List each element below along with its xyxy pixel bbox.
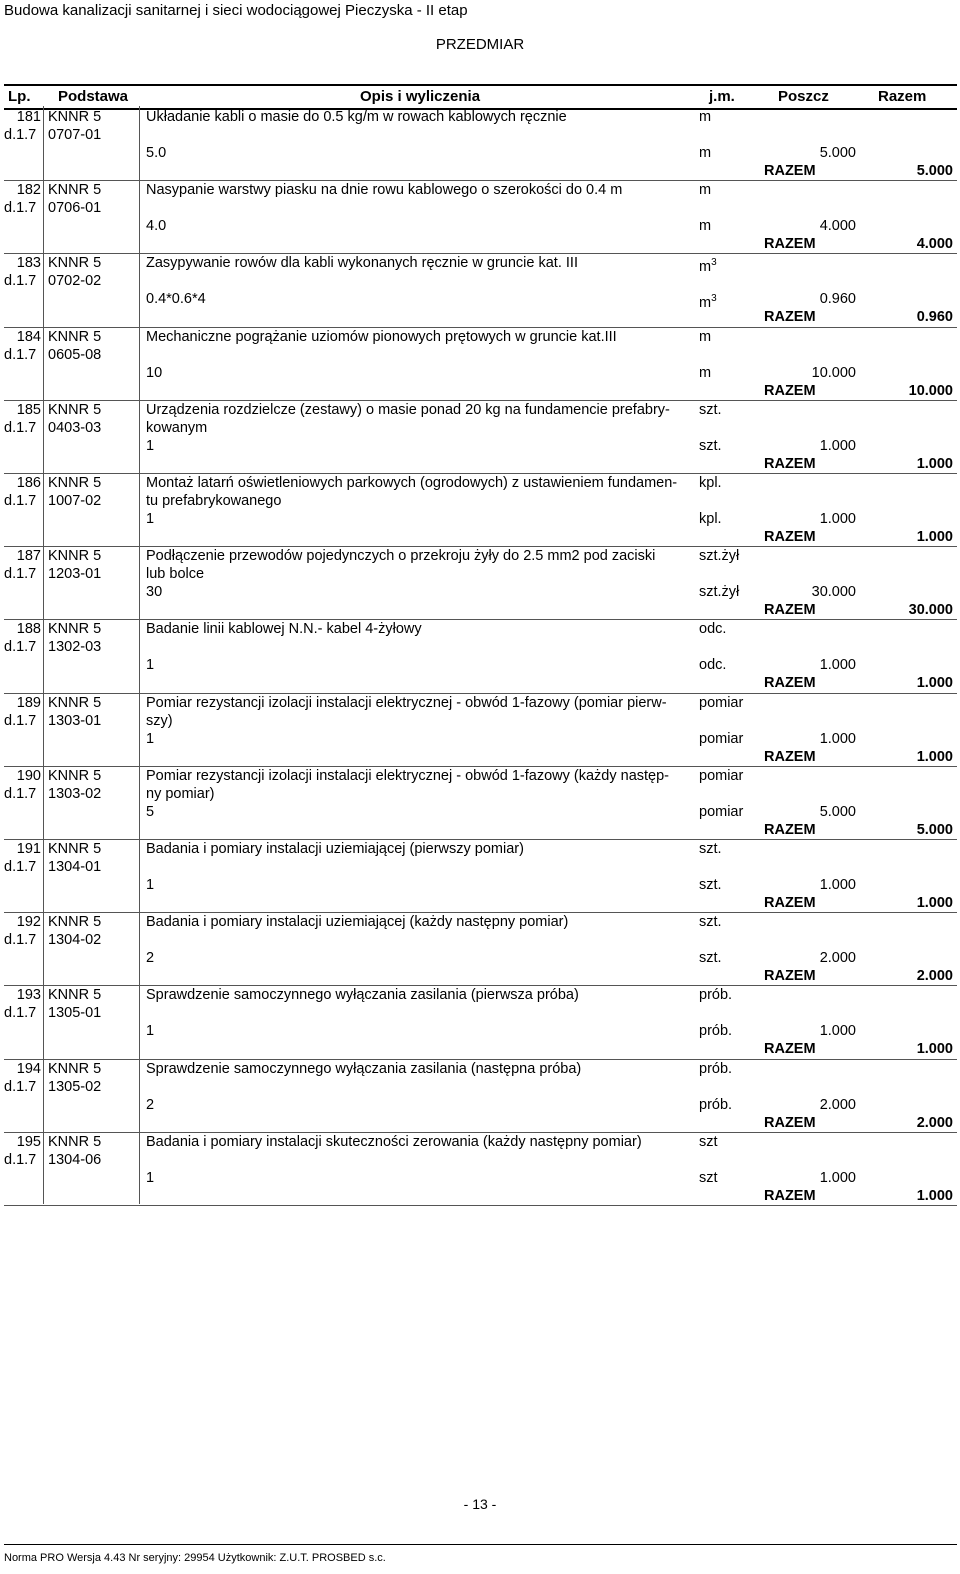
row-razem: 1.000 [916, 748, 953, 765]
row-description: Podłączenie przewodów pojedynczych o przekroju żyły do 2.5 mm2 pod zaciski [146, 548, 656, 565]
row-calc: 1 [146, 437, 155, 454]
row-code: 0403-03 [48, 419, 102, 436]
row-calc: 1 [146, 877, 155, 893]
row-lp: 191 [16, 841, 41, 857]
row-code: 0605-08 [48, 346, 102, 363]
row-razem: 2.000 [916, 1114, 953, 1131]
row-calc-unit: m [699, 218, 712, 235]
row-calc: 1 [146, 657, 155, 674]
row-razem: 30.000 [908, 602, 953, 619]
row-d-prefix: d.1.7 [4, 712, 37, 729]
table-row [4, 254, 957, 327]
row-lp: 186 [16, 475, 41, 491]
unit-superscript: 3 [711, 257, 717, 269]
row-poszcz: 1.000 [819, 1169, 856, 1186]
row-calc-unit: m [699, 364, 712, 381]
row-d-prefix: d.1.7 [4, 346, 37, 363]
table-row [4, 620, 957, 693]
row-d-prefix: d.1.7 [4, 639, 37, 656]
row-calc-unit: kpl. [699, 511, 722, 527]
row-unit: m [699, 182, 712, 199]
row-lp: 187 [16, 548, 41, 565]
row-d-prefix: d.1.7 [4, 273, 37, 290]
row-calc-unit: pomiar [699, 730, 744, 747]
col-lp: Lp. [8, 88, 31, 105]
row-calc: 10 [146, 364, 163, 381]
row-poszcz: 4.000 [819, 218, 856, 235]
row-unit: $m^3$ [699, 257, 717, 276]
row-d-prefix: d.1.7 [4, 493, 37, 509]
row-description: Badania i pomiary instalacji skuteczności zerowania (każdy następny pomiar) [146, 1133, 642, 1150]
table-row [4, 401, 957, 474]
row-lp: 194 [16, 1060, 41, 1077]
table-row [4, 1060, 957, 1133]
row-code: 1303-02 [48, 785, 102, 802]
row-calc-unit: $m^3$ [699, 293, 717, 312]
row-lp: 190 [16, 767, 41, 784]
row-description: kowanym [146, 419, 208, 436]
row-catalog: KNNR 5 [48, 328, 102, 345]
row-description: Badania i pomiary instalacji uziemiającej (pierwszy pomiar) [146, 841, 524, 857]
row-razem: 0.960 [916, 309, 953, 326]
row-unit: szt. [699, 841, 722, 857]
document-subtitle: PRZEDMIAR [435, 36, 525, 53]
table-row [4, 328, 957, 401]
col-jm: j.m. [709, 88, 735, 105]
row-razem: 1.000 [916, 455, 953, 472]
table-row [4, 1133, 957, 1206]
row-unit: odc. [699, 621, 727, 638]
col-razem: Razem [878, 88, 927, 105]
row-description: Montaż latarń oświetleniowych parkowych (ogrodowych) z ustawieniem fundamen- [146, 475, 678, 491]
row-razem-label: RAZEM [764, 895, 816, 911]
table-row [4, 108, 957, 181]
row-d-prefix: d.1.7 [4, 1005, 37, 1022]
row-description: Pomiar rezystancji izolacji instalacji elektrycznej - obwód 1-fazowy (pomiar pierw- [146, 694, 667, 711]
row-catalog: KNNR 5 [48, 621, 102, 638]
row-poszcz: 5.000 [819, 145, 856, 161]
row-d-prefix: d.1.7 [4, 566, 37, 583]
row-calc-unit: prób. [699, 1096, 733, 1113]
row-code: 1303-01 [48, 712, 102, 729]
row-poszcz: 1.000 [819, 877, 856, 893]
row-razem-label: RAZEM [764, 821, 816, 838]
row-poszcz: 30.000 [811, 584, 856, 601]
row-catalog: KNNR 5 [48, 182, 102, 199]
row-calc-unit: szt [699, 1169, 718, 1186]
row-d-prefix: d.1.7 [4, 932, 37, 949]
row-catalog: KNNR 5 [48, 914, 102, 931]
row-razem-label: RAZEM [764, 1187, 816, 1204]
col-podstawa: Podstawa [58, 88, 129, 105]
row-calc-unit: odc. [699, 657, 727, 674]
row-lp: 183 [16, 255, 41, 272]
row-d-prefix: d.1.7 [4, 785, 37, 802]
table-header [4, 84, 957, 110]
row-catalog: KNNR 5 [48, 109, 102, 125]
row-razem-label: RAZEM [764, 309, 816, 326]
unit-superscript: 3 [711, 293, 717, 305]
row-calc: 5.0 [146, 145, 167, 161]
row-lp: 184 [16, 328, 41, 345]
row-poszcz: 1.000 [819, 730, 856, 747]
row-code: 1302-03 [48, 639, 102, 656]
row-catalog: KNNR 5 [48, 694, 102, 711]
row-unit: szt [699, 1133, 718, 1150]
row-code: 0702-02 [48, 273, 102, 290]
row-description: Zasypywanie rowów dla kabli wykonanych ręcznie w gruncie kat. III [146, 255, 578, 272]
row-razem: 1.000 [916, 529, 953, 545]
table-row [4, 474, 957, 547]
row-code: 1304-02 [48, 932, 102, 949]
row-unit: kpl. [699, 475, 722, 491]
row-calc: 2 [146, 950, 155, 967]
row-unit: pomiar [699, 694, 744, 711]
row-razem: 1.000 [916, 675, 953, 692]
row-catalog: KNNR 5 [48, 987, 102, 1004]
row-razem-label: RAZEM [764, 675, 816, 692]
row-razem-label: RAZEM [764, 1041, 816, 1058]
row-poszcz: 1.000 [819, 1023, 856, 1040]
row-calc: 5 [146, 803, 155, 820]
row-poszcz: 1.000 [819, 511, 856, 527]
row-lp: 181 [16, 109, 41, 125]
row-calc: 1 [146, 511, 155, 527]
row-code: 1305-02 [48, 1078, 102, 1095]
row-calc-unit: prób. [699, 1023, 733, 1040]
row-poszcz: 2.000 [819, 1096, 856, 1113]
row-calc: 1 [146, 1023, 155, 1040]
row-d-prefix: d.1.7 [4, 200, 37, 217]
row-lp: 188 [16, 621, 41, 638]
row-description: Badanie linii kablowej N.N.- kabel 4-żyłowy [146, 621, 422, 638]
row-catalog: KNNR 5 [48, 475, 102, 491]
row-calc-unit: szt. [699, 950, 722, 967]
row-razem-label: RAZEM [764, 529, 816, 545]
row-razem: 5.000 [916, 163, 953, 179]
row-poszcz: 2.000 [819, 950, 856, 967]
row-unit: pomiar [699, 767, 744, 784]
row-unit: prób. [699, 1060, 733, 1077]
row-poszcz: 0.960 [819, 291, 856, 308]
row-description: Układanie kabli o masie do 0.5 kg/m w rowach kablowych ręcznie [146, 109, 567, 125]
row-poszcz: 5.000 [819, 803, 856, 820]
row-description: szy) [146, 712, 173, 729]
row-catalog: KNNR 5 [48, 1060, 102, 1077]
row-description: Urządzenia rozdzielcze (zestawy) o masie ponad 20 kg na fundamencie prefabry- [146, 401, 670, 418]
row-razem-label: RAZEM [764, 163, 816, 179]
row-razem-label: RAZEM [764, 382, 816, 399]
row-unit: szt.żył [699, 548, 740, 565]
row-calc-unit: m [699, 145, 712, 161]
row-code: 0707-01 [48, 127, 102, 143]
row-razem-label: RAZEM [764, 748, 816, 765]
col-poszcz: Poszcz [778, 88, 829, 105]
row-lp: 182 [16, 182, 41, 199]
footer-divider [4, 1544, 957, 1545]
row-unit: prób. [699, 987, 733, 1004]
row-calc: 2 [146, 1096, 155, 1113]
row-razem-label: RAZEM [764, 236, 816, 253]
row-calc: 1 [146, 730, 155, 747]
row-razem: 2.000 [916, 968, 953, 985]
row-code: 1007-02 [48, 493, 102, 509]
row-description: Sprawdzenie samoczynnego wyłączania zasilania (następna próba) [146, 1060, 582, 1077]
document-title: Budowa kanalizacji sanitarnej i sieci wodociągowej Pieczyska - II etap [4, 2, 468, 19]
row-razem: 5.000 [916, 821, 953, 838]
row-catalog: KNNR 5 [48, 401, 102, 418]
footer-software-info: Norma PRO Wersja 4.43 Nr seryjny: 29954 Użytkownik: Z.U.T. PROSBED s.c. [4, 1552, 386, 1564]
row-poszcz: 1.000 [819, 657, 856, 674]
row-razem: 1.000 [916, 1041, 953, 1058]
row-catalog: KNNR 5 [48, 767, 102, 784]
row-d-prefix: d.1.7 [4, 127, 37, 143]
row-lp: 193 [16, 987, 41, 1004]
row-calc: 4.0 [146, 218, 167, 235]
table-row [4, 840, 957, 913]
row-d-prefix: d.1.7 [4, 859, 37, 875]
row-calc-unit: szt. [699, 437, 722, 454]
row-lp: 195 [16, 1133, 41, 1150]
table-row [4, 181, 957, 254]
row-unit: szt. [699, 401, 722, 418]
row-catalog: KNNR 5 [48, 1133, 102, 1150]
row-description: Mechaniczne pogrążanie uziomów pionowych prętowych w gruncie kat.III [146, 328, 617, 345]
table-row [4, 767, 957, 840]
row-calc: 0.4*0.6*4 [146, 291, 206, 308]
table-row [4, 694, 957, 767]
row-calc: 30 [146, 584, 163, 601]
row-catalog: KNNR 5 [48, 548, 102, 565]
row-razem: 1.000 [916, 1187, 953, 1204]
row-calc-unit: szt. [699, 877, 722, 893]
table-row [4, 986, 957, 1059]
row-description: Pomiar rezystancji izolacji instalacji elektrycznej - obwód 1-fazowy (każdy następ- [146, 767, 670, 784]
row-code: 1305-01 [48, 1005, 102, 1022]
row-d-prefix: d.1.7 [4, 1151, 37, 1168]
row-d-prefix: d.1.7 [4, 1078, 37, 1095]
row-catalog: KNNR 5 [48, 255, 102, 272]
col-opis: Opis i wyliczenia [360, 88, 481, 105]
row-description: Sprawdzenie samoczynnego wyłączania zasilania (pierwsza próba) [146, 987, 579, 1004]
row-unit: m [699, 328, 712, 345]
row-catalog: KNNR 5 [48, 841, 102, 857]
row-calc-unit: szt.żył [699, 584, 740, 601]
row-description: Nasypanie warstwy piasku na dnie rowu kablowego o szerokości do 0.4 m [146, 182, 623, 199]
row-calc-unit: pomiar [699, 803, 744, 820]
row-razem-label: RAZEM [764, 968, 816, 985]
row-lp: 185 [16, 401, 41, 418]
row-razem: 4.000 [916, 236, 953, 253]
row-razem-label: RAZEM [764, 455, 816, 472]
row-poszcz: 10.000 [811, 364, 856, 381]
table-row [4, 913, 957, 986]
row-code: 0706-01 [48, 200, 102, 217]
row-description: lub bolce [146, 566, 205, 583]
row-calc: 1 [146, 1169, 155, 1186]
row-description: Badania i pomiary instalacji uziemiającej (każdy następny pomiar) [146, 914, 569, 931]
row-d-prefix: d.1.7 [4, 419, 37, 436]
row-razem-label: RAZEM [764, 1114, 816, 1131]
row-lp: 189 [16, 694, 41, 711]
row-description: tu prefabrykowanego [146, 493, 282, 509]
row-lp: 192 [16, 914, 41, 931]
row-razem-label: RAZEM [764, 602, 816, 619]
row-unit: szt. [699, 914, 722, 931]
row-razem: 10.000 [908, 382, 953, 399]
row-code: 1203-01 [48, 566, 102, 583]
row-description: ny pomiar) [146, 785, 215, 802]
page-number: - 13 - [463, 1496, 497, 1512]
row-poszcz: 1.000 [819, 437, 856, 454]
row-razem: 1.000 [916, 895, 953, 911]
row-unit: m [699, 109, 712, 125]
row-code: 1304-01 [48, 859, 102, 875]
table-row [4, 547, 957, 620]
row-code: 1304-06 [48, 1151, 102, 1168]
